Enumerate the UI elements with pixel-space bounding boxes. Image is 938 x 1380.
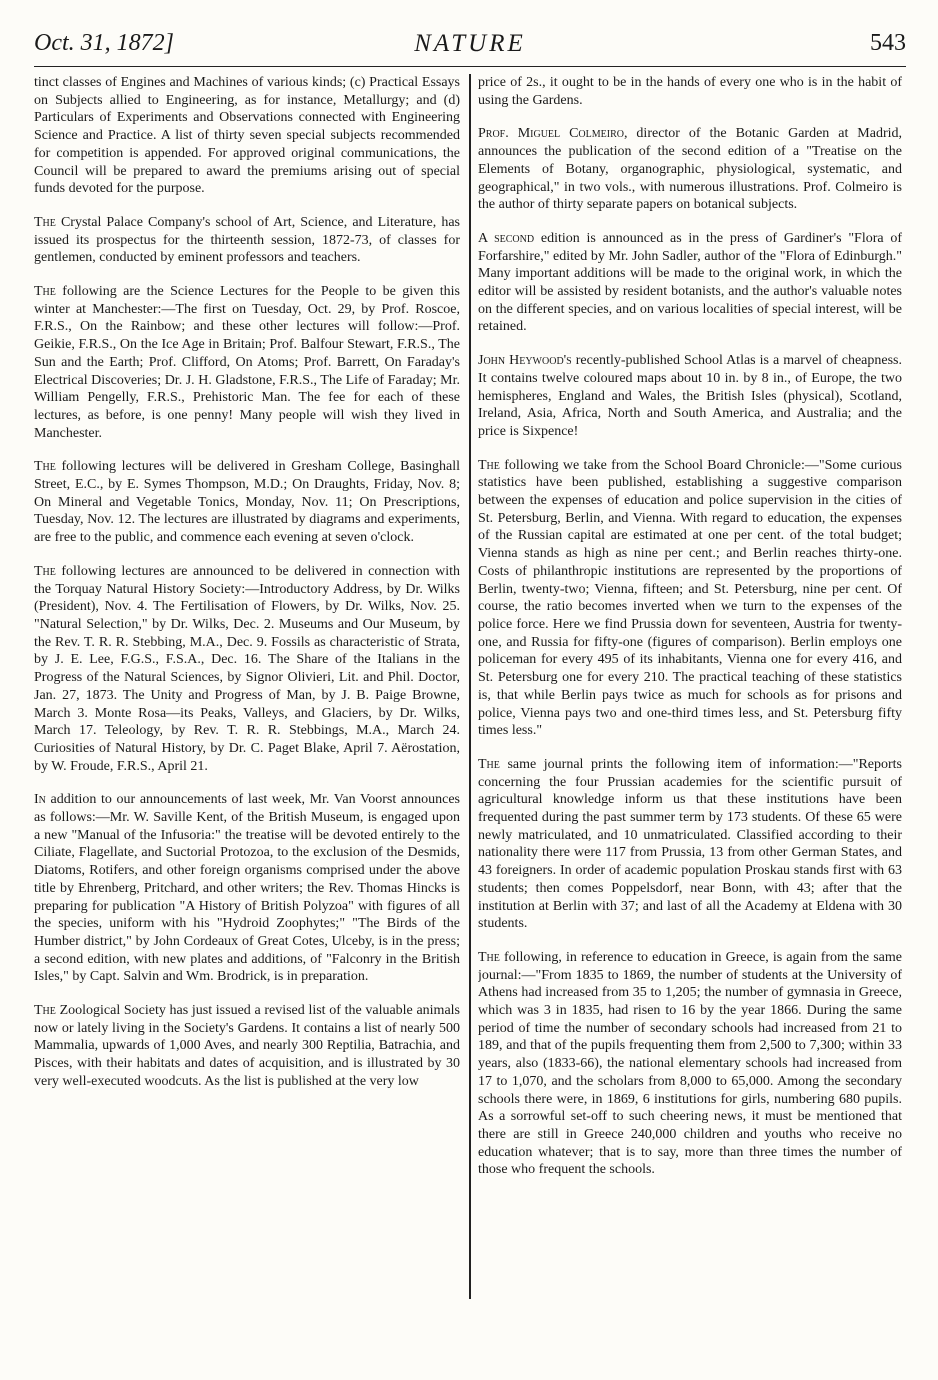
paragraph-lead: The: [478, 949, 500, 965]
paragraph-lead: In: [34, 792, 46, 808]
paragraph-text: recently-published School Atlas is a marvel of cheapness. It contains twelve coloured maps about 10 in. by 8 in., of Europe, the two hemispheres, England and Wales, the British Isles (physical), Scotland, Ireland, Asia, Africa, North and South America, and Australia; and the price is Sixpence!: [478, 353, 902, 439]
paragraph-text: same journal prints the following item of information:—"Reports concerning the four Prussian academies for the scientific pursuit of agricultural knowledge inform us that these institutions have been frequented during the past summer term by 173 students. Of these 65 were newly matriculated, and 10 unmatriculated. Classified according to their nationality there were 117 from Prussia, 13 from other German States, and 43 foreigners. In order of academic population Proskau stands first with 63 students; then comes Poppelsdorf, near Bonn, with 43; after that the institution at Berlin with 37; and last of all the Academy at Eldena with 30 students.: [478, 756, 902, 932]
paragraph: [34, 74, 460, 198]
paragraph-lead: The: [34, 563, 56, 579]
paragraph-text: following lectures will be delivered in Gresham College, Basinghall Street, E.C., by E. Symes Thompson, M.D.; On Draughts, Friday, Nov. 8; On Mineral and Vegetable Tonics, Monday, Nov. 11; On Prescriptions, Tuesday, Nov. 12. The lectures are illustrated by diagrams and experiments, are free to the public, and commence each evening at seven o'clock.: [34, 459, 460, 546]
paragraph: [478, 125, 902, 214]
paragraph-text: Zoological Society has just issued a revised list of the valuable animals now or lately living in the Society's Gardens. It contains a list of nearly 500 Mammalia, upwards of 1,000 Aves, and nearly 300 Reptilia, Batrachia, and Pisces, with their habitats and dates of acquisition, and is illustrated by 30 very well-executed woodcuts. As the list is published at the very low: [34, 1003, 460, 1089]
paragraph-text: following we take from the School Board Chronicle:—"Some curious statistics have been published, establishing a suggestive comparison between the expenses of education and police supervision in the cities of St. Petersburg, Berlin, and Vienna. With regard to education, the expenses of the Russian capital are estimated at one per cent. of the total budget; Vienna stands as high as nine per cent.; and Berlin reaches thirty-one. Costs of philanthropic institutions are represented by the proportions of Berlin, twenty-two; Vienna, fifteen; and St. Petersburg, nine per cent. Of course, the ratio becomes inverted when we turn to the expenses of the police force. Here we find Prussia down for seventeen, Austria for twenty-one, and Russia for fifty-one (figures of comparison). Berlin employs one policeman for every 495 of its inhabitants, Vienna one for every 416, and St. Petersburg one for every 210. The practical teaching of these statistics is, that while Berlin pays twice as much for schools as for prisons and police, Vienna pays two and one-third times less, and St. Petersburg fifty times less.": [478, 457, 902, 739]
issue-date: Oct. 31, 1872]: [34, 30, 174, 56]
paragraph-text: tinct classes of Engines and Machines of various kinds; (c) Practical Essays on Subjects allied to Engineering, as for instance, Metallurgy; and (d) Particulars of Experiments and Observations connected with Engineering Science and Practice. A list of thirty seven special subjects recommended for competition is appended. For approved original communications, the Council will be prepared to award the premiums arising out of special funds devoted for the purpose.: [34, 75, 460, 197]
paragraph-lead: The: [34, 284, 56, 300]
paragraph: [478, 457, 902, 740]
paragraph: [478, 949, 902, 1179]
paragraph-lead: The: [478, 457, 500, 473]
left-column: [34, 74, 460, 1314]
paragraph-text: following lectures are announced to be delivered in connection with the Torquay Natural History Society:—Introductory Address, by Dr. Wilks (President), Nov. 4. The Fertilisation of Flowers, by Dr. Wilks, Nov. 25. "Natural Selection," by Dr. Wilks, Dec. 2. Museums and Our Museum, by the Rev. T. R. R. Stebbing, M.A., Dec. 9. Fossils as characteristic of Strata, by J. E. Lee, F.G.S., F.S.A., Dec. 16. The Share of the Italians in the Progress of the Natural Sciences, by Signor Olivieri, Lit. and Phil. Doctor, Jan. 27, 1873. The Unity and Progress of Man, by J. B. Paige Browne, March 3. Monte Rosa—its Peaks, Valleys, and Glaciers, by Dr. Wilks, March 17. Teleology, by Rev. T. R. R. Stebbings, M.A., March 24. Curiosities of Natural History, by Dr. C. Paget Blake, April 7. Aërostation, by W. Froude, F.R.S., April 21.: [34, 563, 460, 774]
paragraph-text: director of the Botanic Garden at Madrid, announces the publication of the second edition of a "Treatise on the Elements of Botany, organographic, physiological, systematic, and geographical," in two vols., with numerous illustrations. Prof. Colmeiro is the author of thirty separate papers on botanical subjects.: [478, 126, 902, 213]
paragraph-text: following are the Science Lectures for the People to be given this winter at Manchester:—The first on Tuesday, Oct. 29, by Prof. Roscoe, F.R.S., On the Rainbow; and these other lectures will follow:—Prof. Geikie, F.R.S., On the Ice Age in Britain; Prof. Balfour Stewart, F.R.S., The Sun and the Earth; Prof. Clifford, On Atoms; Prof. Barrett, On Faraday's Electrical Discoveries; Dr. J. H. Gladstone, F.R.S., The Life of Faraday; Mr. William Pengelly, F.R.S., Prehistoric Man. The fee for each of these lectures, as before, is one penny! Many people will wish they lived in Manchester.: [34, 284, 460, 441]
paragraph-lead: A second: [478, 230, 535, 246]
paragraph: [34, 283, 460, 442]
right-column: [478, 74, 902, 1314]
paragraph: [478, 352, 902, 441]
paragraph-text: Crystal Palace Company's school of Art, Science, and Literature, has issued its prospectus for the thirteenth session, 1872-73, of classes for gentlemen, conducted by eminent professors and teachers.: [34, 214, 460, 266]
page-header: [34, 30, 906, 67]
paragraph: [34, 563, 460, 775]
paragraph: [478, 756, 902, 933]
column-divider: [469, 74, 471, 1299]
paragraph: [34, 458, 460, 547]
paragraph-text: edition is announced as in the press of Gardiner's "Flora of Forfarshire," edited by Mr. John Sadler, author of the "Flora of Edinburgh." Many important additions will be made to the original work, in which the editor will be assisted by resident botanists, and the author's valuable notes on the different species, and on various localities of special interest, will be retained.: [478, 230, 902, 335]
paragraph-lead: The: [34, 1003, 56, 1019]
paragraph-text: addition to our announcements of last week, Mr. Van Voorst announces as follows:—Mr. W. Saville Kent, of the British Museum, is engaged upon a new "Manual of the Infusoria:" the treatise will be devoted entirely to the Ciliate, Flagellate, and Suctorial Protozoa, to the exclusion of the Desmids, Diatoms, Rotifers, and other foreign organisms comprised under the above title by Ehrenberg, Pritchard, and other writers; the Rev. Thomas Hincks is preparing for publication "A History of British Polyzoa" with figures of all the species, uniform with his "Hydroid Zoophytes;" "The Birds of the Humber district," by John Cordeaux of Great Cotes, Ulceby, is in the press; a second edition, with new plates and additions, of "Falconry in the British Isles," by Capt. Salvin and Wm. Brodrick, is in preparation.: [34, 792, 460, 985]
paragraph: [34, 1002, 460, 1091]
paragraph-lead: Prof. Miguel Colmeiro,: [478, 126, 628, 142]
paragraph-text: following, in reference to education in Greece, is again from the same journal:—"From 1835 to 1869, the number of students at the University of Athens had increased from 35 to 1,205; the number of gymnasia in Greece, which was 3 in 1835, had risen to 16 by the year 1866. During the same period of time the number of secondary schools had increased from 21 to 189, and that of the pupils frequenting them from 2,500 to 7,300; within 33 years, also (1833-66), the national elementary schools had increased from 17 to 1,070, and the scholars from 8,000 to 65,000. Among the secondary schools there were, in 1869, 6 institutions for girls, numbering 680 pupils. As a sorrowful set-off to such cheering news, it must be mentioned that there are still in Greece 240,000 children and youths who receive no education whatever; that is to say, more than three times the number of those who frequent the schools.: [478, 949, 902, 1178]
paragraph-lead: The: [34, 459, 56, 475]
paragraph: [34, 214, 460, 267]
paragraph: [34, 791, 460, 986]
paragraph-lead: The: [478, 756, 500, 772]
paragraph: [478, 74, 902, 109]
paragraph-lead: The: [34, 214, 56, 230]
paragraph-text: price of 2s., it ought to be in the hands of every one who is in the habit of using the Gardens.: [478, 75, 902, 108]
paragraph: [478, 230, 902, 336]
paragraph-lead: John Heywood's: [478, 353, 572, 369]
journal-title: NATURE: [414, 30, 526, 57]
page-number: 543: [870, 30, 906, 56]
